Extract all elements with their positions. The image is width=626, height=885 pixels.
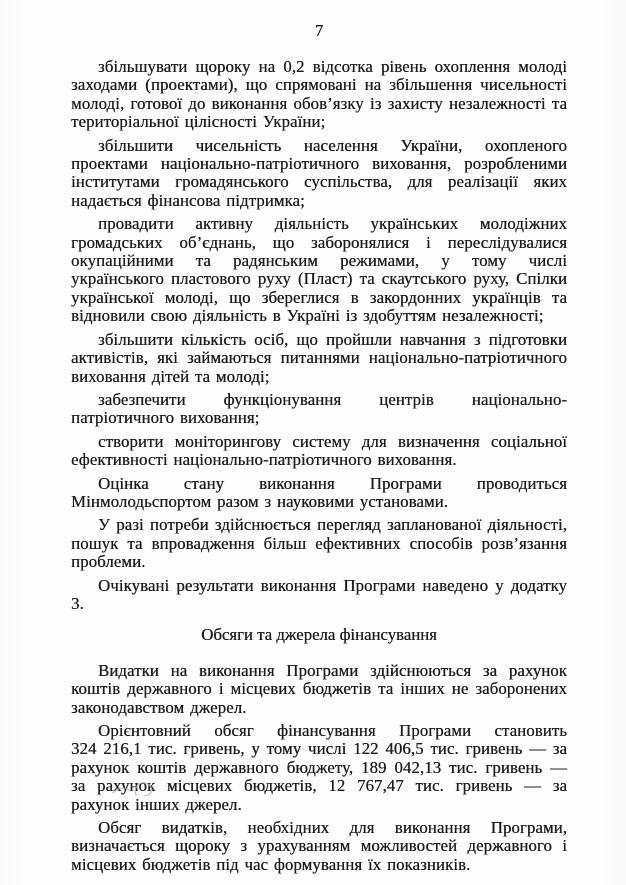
pencil-squiggle-icon (110, 778, 162, 804)
body-paragraph: Обсяг видатків, необхідних для виконання Програми, визначається щороку з урахуванням можливостей державного і місцевих бюджетів під час формування їх показників. (71, 818, 567, 874)
body-paragraph: Видатки на виконання Програми здійснюються за рахунок коштів державного і місцевих бюджетів та інших не заборонених законодавством джерел. (71, 660, 567, 717)
body-paragraph: створити моніторингову систему для визначення соціальної ефективності національно-патріотичного виховання. (71, 431, 567, 470)
body-paragraph: У разі потреби здійснюється перегляд запланованої діяльності, пошук та впровадження більш ефективних способів розв’язання проблеми. (71, 515, 567, 572)
body-paragraph: провадити активну діяльність українських молодіжних громадських об’єднань, що заборонялися і переслідувалися окупаційними та радянським режимами, у тому числі українського пластового руху (Пласт) та скаутського руху, Спілки української молоді, що збереглися в закордонних українців та відновили свою діяльність в Україні із здобуттям незалежності; (71, 214, 567, 326)
document-body (71, 58, 567, 874)
body-paragraph: збільшити чисельність населення України, охопленого проектами національно-патріотичного виховання, розробленими інститутами громадянського суспільства, для реалізації яких надається фінансова підтримка; (71, 135, 567, 210)
body-paragraph: Орієнтовний обсяг фінансування Програми становить 324 216,1 тис. гривень, у тому числі 122 406,5 тис. гривень — за рахунок коштів державного бюджету, 189 042,13 тис. гривень — за рахунок місцевих бюджетів, 12 767,47 тис. гривень — за рахунок інших джерел. (71, 721, 567, 814)
body-paragraph: збільшувати щороку на 0,2 відсотка рівень охоплення молоді заходами (проектами), що спрямовані на збільшення чисельності молоді, готової до виконання обов’язку із захисту незалежності та територіальної цілісності України; (71, 57, 567, 132)
section-heading: Обсяги та джерела фінансування (201, 625, 437, 645)
body-paragraph: Оцінка стану виконання Програми проводиться Мінмолодьспортом разом з науковими установами. (71, 473, 567, 511)
page-number: 7 (314, 21, 324, 40)
body-paragraph: забезпечити функціонування центрів національно-патріотичного виховання; (71, 389, 567, 428)
body-paragraph: Очікувані результати виконання Програми наведено у додатку 3. (71, 575, 567, 613)
body-paragraph: збільшити кількість осіб, що пройшли навчання з підготовки активістів, які займаються питаннями національно-патріотичного виховання дітей та молоді; (71, 329, 567, 386)
